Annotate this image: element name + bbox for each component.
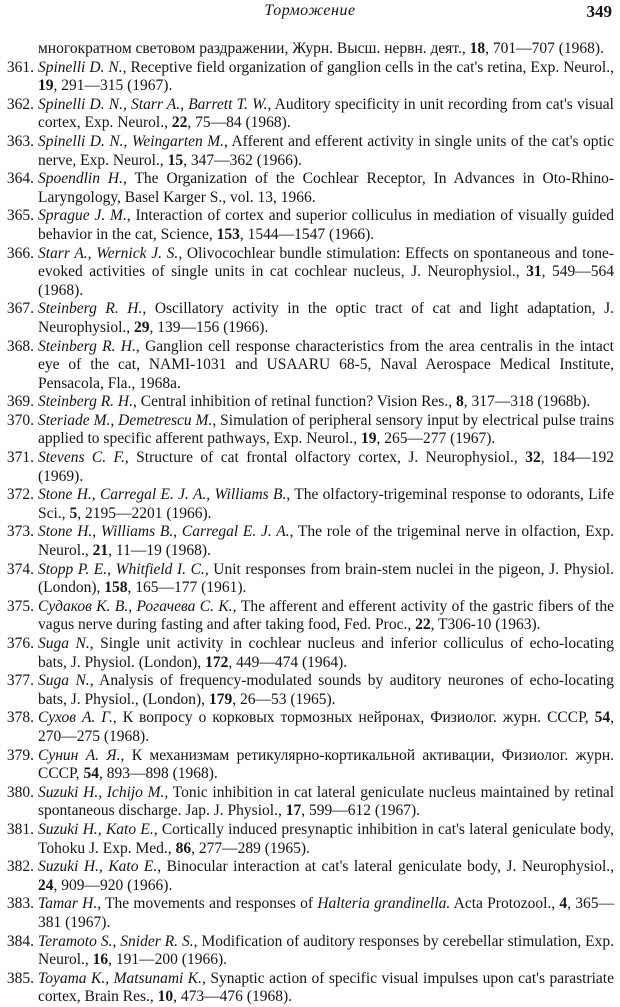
- reference-pages: , 139—156 (1966).: [149, 318, 269, 336]
- reference-number: 381.: [6, 820, 34, 838]
- reference-number: 369.: [6, 393, 34, 411]
- reference-authors: Starr A., Wernick J. S.: [38, 244, 179, 262]
- reference-pages: , 599—612 (1967).: [301, 802, 421, 820]
- reference-number: 368.: [6, 337, 34, 355]
- reference-list: [0, 40, 620, 1007]
- reference-number: 382.: [6, 858, 34, 876]
- reference-384: [0, 933, 620, 970]
- reference-volume: 153: [216, 225, 240, 243]
- reference-pages: , 75—84 (1968).: [187, 114, 291, 132]
- reference-text: , Central inhibition of retinal function? Vision Res.,: [133, 393, 456, 411]
- reference-authors: Stevens C. F.: [38, 449, 125, 467]
- reference-authors: Stone H., Carregal E. J. A., Williams B.: [38, 486, 287, 504]
- reference-authors: Stone H., Williams B., Carregal E. J. A.: [38, 523, 290, 541]
- reference-volume: 17: [285, 802, 302, 820]
- reference-365: [0, 207, 620, 244]
- reference-volume: 24: [38, 876, 54, 894]
- reference-373: [0, 523, 620, 560]
- reference-volume: 8: [455, 393, 464, 411]
- continuation-rest: , 701—707 (1968).: [485, 40, 604, 57]
- reference-number: 366.: [6, 244, 34, 262]
- reference-volume: 4: [559, 895, 568, 913]
- reference-362: [0, 96, 620, 133]
- reference-pages: , 909—920 (1966).: [53, 876, 173, 894]
- reference-text: , Interaction of cortex and superior colliculus in mediation of visually guided behavior in the cat, Science,: [38, 207, 615, 243]
- reference-authors: Stopp P. E., Whitfield I. C.: [38, 560, 205, 578]
- reference-volume: 19: [360, 430, 377, 448]
- reference-378: [0, 709, 620, 746]
- reference-370: [0, 412, 620, 449]
- reference-pages: , 347—362 (1966).: [183, 151, 302, 169]
- reference-374: [0, 561, 620, 598]
- reference-authors: Spinelli D. N., Weingarten M.: [38, 132, 225, 150]
- reference-pages: , 165—177 (1961).: [127, 579, 247, 597]
- reference-text: , Cortically induced presynaptic inhibition in cat's lateral geniculate body, Tohoku J. Exp. Med.,: [38, 820, 614, 857]
- reference-authors: Steinberg R. H.: [38, 337, 136, 355]
- reference-number: 372.: [6, 486, 34, 504]
- reference-368: [0, 338, 620, 394]
- reference-authors: Suga N.: [38, 635, 90, 652]
- reference-number: 380.: [6, 783, 34, 801]
- reference-pages: , 11—19 (1968).: [108, 542, 211, 560]
- reference-383: [0, 895, 620, 932]
- reference-authors: Судаков К. В., Рогачева С. К.: [38, 597, 233, 615]
- reference-number: 384.: [6, 932, 34, 950]
- reference-volume: 29: [134, 318, 150, 336]
- reference-authors: Teramoto S., Snider R. S.: [38, 932, 194, 950]
- reference-363: [0, 133, 620, 170]
- reference-377: [0, 672, 620, 709]
- reference-text: , The afferent and efferent activity of the gastric fibers of the vagus nerve during fasting and after taking food, Fed. Proc.,: [38, 597, 614, 634]
- reference-number: 364.: [6, 170, 34, 188]
- reference-text: , Olivocochlear bundle stimulation: Effects on spontaneous and tone-evoked activities of single units in cat cochlear nucleus, J. Neurophysiol.,: [38, 244, 614, 281]
- reference-number: 362.: [6, 95, 34, 113]
- reference-volume: 158: [104, 579, 128, 597]
- reference-volume: 54: [83, 765, 99, 783]
- reference-authors: Steinberg R. H.: [38, 300, 143, 318]
- reference-text: , The olfactory-trigeminal response to odorants, Life Sci.,: [38, 486, 614, 522]
- reference-number: 361.: [6, 58, 34, 76]
- reference-361: [0, 59, 620, 96]
- reference-text: , Oscillatory activity in the optic tract of cat and light adaptation, J. Neurophysiol.,: [38, 300, 614, 336]
- reference-number: 383.: [6, 895, 34, 913]
- reference-authors: Sprague J. M.: [38, 207, 127, 225]
- reference-385: [0, 970, 620, 1007]
- reference-volume: 21: [92, 542, 109, 560]
- reference-text: , Analysis of frequency-modulated sounds by auditory neurones of echo-locating bats, J. Physiol., (London),: [38, 672, 615, 708]
- reference-authors: Spoendlin H.: [38, 170, 123, 188]
- reference-pages: , 191—200 (1966).: [108, 951, 227, 969]
- reference-pages: , 26—53 (1965).: [232, 690, 336, 708]
- reference-authors: Steinberg R. H.: [38, 393, 133, 411]
- reference-number: 367.: [6, 300, 34, 318]
- reference-number: 375.: [6, 597, 34, 615]
- reference-text: , Unit responses from brain-stem nuclei in the pigeon, J. Physiol. (London),: [38, 560, 614, 597]
- reference-text: , Binocular interaction at cat's lateral geniculate body, J. Neurophysiol.,: [157, 858, 614, 876]
- reference-authors: Toyama K., Matsunami K.: [38, 969, 203, 987]
- reference-379: [0, 747, 620, 784]
- reference-369: [0, 393, 620, 412]
- reference-pages: , 184—192 (1969).: [38, 449, 614, 485]
- reference-volume: 10: [157, 988, 174, 1006]
- reference-text: , Single unit activity in cochlear nucleus and inferior colliculus of echo-locating bats, J. Physiol. (London),: [38, 635, 614, 671]
- continuation-volume: 18: [469, 40, 486, 57]
- reference-volume: 22: [415, 616, 431, 634]
- reference-pages: , 277—289 (1965).: [191, 839, 310, 857]
- reference-journal: Acta Protozool.,: [450, 895, 560, 913]
- reference-number: 379.: [6, 746, 34, 764]
- reference-continuation: [0, 40, 620, 59]
- reference-volume: 32: [525, 449, 541, 467]
- reference-text: , Modification of auditory responses by cerebellar stimulation, Exp. Neurol.,: [38, 932, 614, 969]
- reference-authors: Steriade M., Demetrescu M.: [38, 411, 213, 429]
- reference-pages: , 473—476 (1968).: [173, 988, 292, 1006]
- page-number: 349: [586, 2, 612, 21]
- reference-authors: Tamar H.: [38, 895, 98, 913]
- reference-volume: 179: [208, 690, 233, 708]
- reference-pages: , 291—315 (1967).: [53, 77, 173, 95]
- reference-text: , Structure of cat frontal olfactory cortex, J. Neurophysiol.,: [124, 449, 526, 467]
- running-title: Торможение: [264, 2, 356, 19]
- reference-381: [0, 821, 620, 858]
- reference-pages: , 1544—1547 (1966).: [239, 225, 375, 243]
- reference-372: [0, 486, 620, 523]
- reference-375: [0, 598, 620, 635]
- reference-number: 385.: [6, 969, 34, 987]
- reference-number: 371.: [6, 449, 34, 467]
- reference-pages: , 270—275 (1968).: [38, 709, 615, 745]
- reference-number: 363.: [6, 132, 34, 150]
- reference-authors: Spinelli D. N.: [38, 58, 123, 76]
- reference-text: , The Organization of the Cochlear Receptor, In Advances in Oto-Rhino-Laryngology, Basel Karger S., vol. 13, 1966.: [38, 170, 615, 206]
- reference-number: 378.: [6, 709, 34, 727]
- reference-text: , Synaptic action of specific visual impulses upon cat's parastriate cortex, Brain Res.,: [38, 969, 614, 1006]
- reference-number: 374.: [6, 560, 34, 578]
- reference-text: , Receptive field organization of ganglion cells in the cat's retina, Exp. Neurol.,: [122, 58, 614, 76]
- reference-authors: Сунин А. Я.: [38, 746, 121, 764]
- reference-authors: Suga N.: [38, 672, 90, 690]
- reference-text: , Auditory specificity in unit recording from cat's visual cortex, Exp. Neurol.,: [38, 95, 614, 132]
- reference-number: 373.: [6, 523, 34, 541]
- reference-number: 365.: [6, 207, 34, 225]
- reference-number: 376.: [6, 635, 34, 652]
- reference-authors: Suzuki H., Kato E.: [38, 858, 158, 876]
- reference-text: , The role of the trigeminal nerve in olfaction, Exp. Neurol.,: [38, 523, 614, 560]
- reference-authors: Suzuki H., Ichijo M.: [38, 783, 165, 801]
- reference-364: [0, 170, 620, 207]
- reference-367: [0, 300, 620, 337]
- reference-376: [0, 635, 620, 672]
- reference-volume: 172: [205, 653, 229, 671]
- reference-pages: , 265—277 (1967).: [376, 430, 496, 448]
- reference-text: , К механизмам ретикулярно-кортикальной активации, Физиолог. журн. СССР,: [38, 746, 614, 783]
- reference-number: 377.: [6, 672, 34, 690]
- reference-volume: 31: [526, 263, 542, 281]
- reference-volume: 86: [175, 839, 192, 857]
- reference-text: , Afferent and efferent activity in single units of the cat's optic nerve, Exp. Neurol.,: [38, 132, 614, 169]
- reference-volume: 5: [69, 504, 78, 522]
- reference-authors: Spinelli D. N., Starr A., Barrett T. W.: [38, 95, 268, 113]
- reference-text: , Tonic inhibition in cat lateral geniculate nucleus maintained by retinal spontaneous discharge. Jap. J. Physiol.,: [38, 783, 615, 820]
- reference-382: [0, 858, 620, 895]
- reference-authors: Сухов А. Г.: [38, 709, 113, 727]
- page-header: [0, 2, 620, 24]
- reference-number: 370.: [6, 411, 34, 429]
- reference-pages: , 317—318 (1968b).: [463, 393, 591, 411]
- reference-pages: , 893—898 (1968).: [98, 765, 218, 783]
- reference-text: , The movements and responses of: [97, 895, 318, 913]
- reference-pages: , 365—381 (1967).: [38, 895, 615, 931]
- reference-volume: 19: [38, 77, 54, 95]
- reference-volume: 22: [171, 114, 188, 132]
- reference-text: , Simulation of peripheral sensory input by electrical pulse trains applied to specific afferent pathways, Exp. Neurol.,: [38, 411, 614, 448]
- reference-volume: 15: [167, 151, 184, 169]
- reference-volume: 16: [92, 951, 109, 969]
- reference-pages: , T306-10 (1963).: [430, 616, 541, 634]
- reference-pages: , 2195—2201 (1966).: [77, 504, 212, 522]
- reference-pages: , 549—564 (1968).: [38, 263, 614, 299]
- reference-authors: Suzuki H., Kato E.: [38, 820, 154, 838]
- reference-pages: , 449—474 (1964).: [228, 653, 348, 671]
- reference-371: [0, 449, 620, 486]
- reference-366: [0, 245, 620, 301]
- continuation-text: многократном световом раздражении, Журн. Высш. нервн. деят.,: [38, 40, 470, 57]
- species-name: Halteria grandinella.: [317, 895, 451, 913]
- reference-volume: 54: [594, 709, 611, 727]
- reference-text: , Ganglion cell response characteristics from the area centralis in the intact eye of the cat, NAMI-1031 and USAARU 68-5, Naval Aerospace Medical Institute, Pensacola, Fla., 1968a.: [38, 337, 614, 392]
- reference-text: , К вопросу о корковых тормозных нейронах, Физиолог. журн. СССР,: [112, 709, 595, 727]
- reference-380: [0, 784, 620, 821]
